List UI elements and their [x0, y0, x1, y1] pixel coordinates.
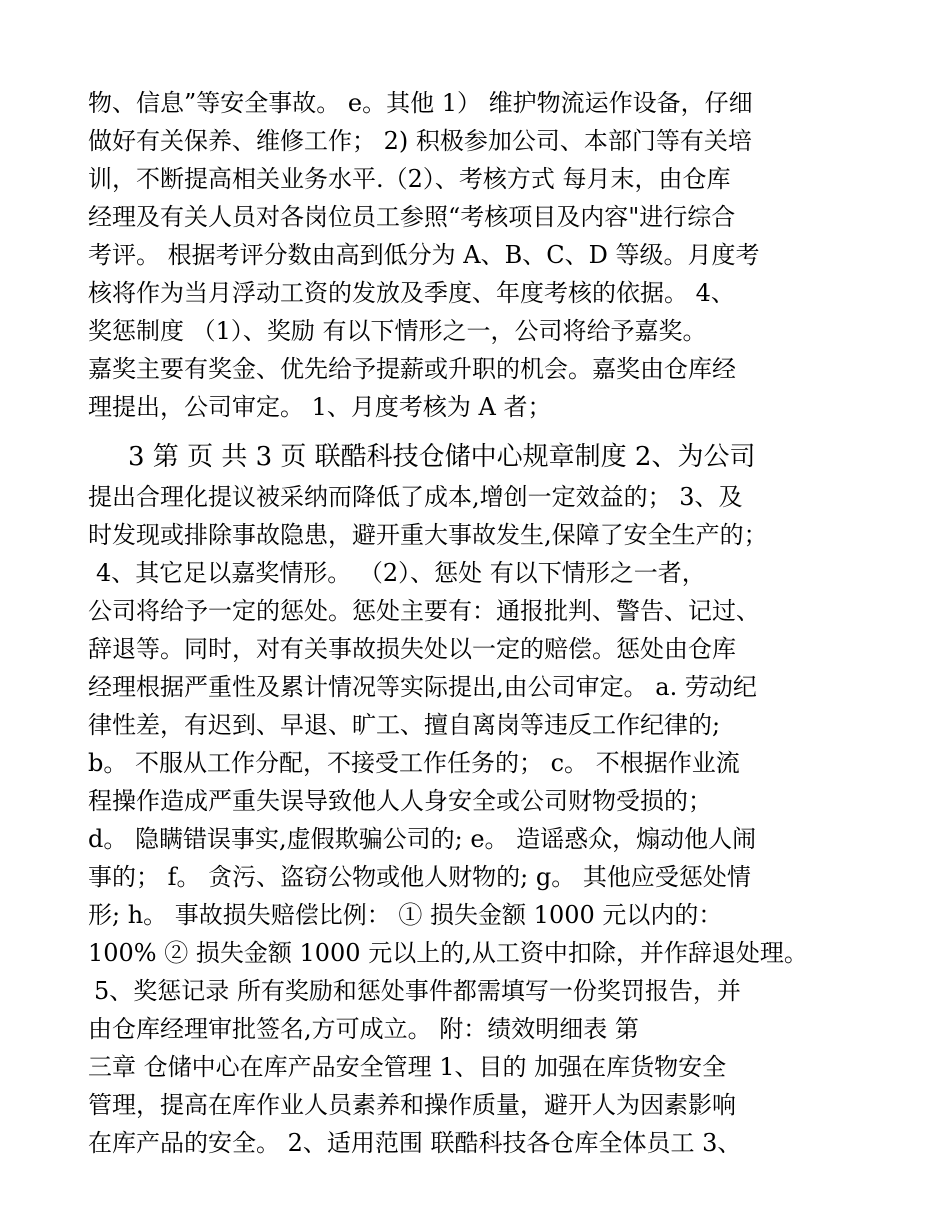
text-line: 律性差，有迟到、早退、旷工、擅自离岗等违反工作纪律的; — [88, 711, 721, 739]
text-line: 提出合理化提议被采纳而降低了成本,增创一定效益的； 3、及 — [88, 483, 743, 511]
text-line: 经理及有关人员对各岗位员工参照“考核项目及内容"进行综合 — [88, 203, 736, 231]
text-line: 5、奖惩记录 所有奖励和惩处事件都需填写一份奖罚报告，并 — [94, 977, 741, 1005]
text-line: 奖惩制度 （1）、奖励 有以下情形之一，公司将给予嘉奖。 — [88, 317, 707, 345]
text-line: 嘉奖主要有奖金、优先给予提薪或升职的机会。嘉奖由仓库经 — [88, 355, 736, 383]
text-line: 在库产品的安全。 2、适用范围 联酷科技各仓库全体员工 3、 — [88, 1129, 742, 1157]
text-line: 由仓库经理审批签名,方可成立。 附：绩效明细表 第 — [88, 1015, 639, 1043]
text-line: 核将作为当月浮动工资的发放及季度、年度考核的依据。 4、 — [88, 279, 735, 307]
text-line: 100% ② 损失金额 1000 元以上的,从工资中扣除，并作辞退处理。 — [88, 939, 808, 967]
text-line: 4、其它足以嘉奖情形。 （2）、惩处 有以下情形之一者， — [96, 559, 706, 587]
text-line: 事的； f。 贪污、盗窃公物或他人财物的; g。 其他应受惩处情 — [88, 863, 751, 891]
text-line: 理提出，公司审定。 1、月度考核为 A 者； — [88, 393, 552, 421]
text-line: 三章 仓储中心在库产品安全管理 1、目的 加强在库货物安全 — [88, 1053, 727, 1081]
text-line: 物、信息”等安全事故。 e。其他 1） 维护物流运作设备，仔细 — [88, 89, 753, 117]
text-line: 程操作造成严重失误导致他人人身安全或公司财物受损的； — [88, 787, 712, 815]
text-line: 经理根据严重性及累计情况等实际提出,由公司审定。 a. 劳动纪 — [88, 673, 757, 701]
text-line: 考评。 根据考评分数由高到低分为 A、B、C、D 等级。月度考 — [88, 241, 760, 269]
page-header-line: 3 第 页 共 3 页 联酷科技仓储中心规章制度 2、为公司 — [128, 442, 756, 472]
text-line: 管理，提高在库作业人员素养和操作质量，避开人为因素影响 — [88, 1091, 736, 1119]
text-line: 形; h。 事故损失赔偿比例： ① 损失金额 1000 元以内的： — [88, 901, 723, 929]
text-line: 训，不断提高相关业务水平.（2）、考核方式 每月末，由仓库 — [88, 165, 731, 193]
text-line: d。 隐瞒错误事实,虚假欺骗公司的; e。 造谣惑众，煽动他人闹 — [88, 825, 757, 853]
text-line: 公司将给予一定的惩处。惩处主要有：通报批判、警告、记过、 — [88, 597, 760, 625]
text-line: 辞退等。同时，对有关事故损失处以一定的赔偿。惩处由仓库 — [88, 635, 736, 663]
text-line: 做好有关保养、维修工作； 2) 积极参加公司、本部门等有关培 — [88, 127, 752, 155]
text-line: 时发现或排除事故隐患，避开重大事故发生,保障了安全生产的； — [88, 521, 768, 549]
text-line: b。 不服从工作分配，不接受工作任务的； c。 不根据作业流 — [88, 749, 740, 777]
